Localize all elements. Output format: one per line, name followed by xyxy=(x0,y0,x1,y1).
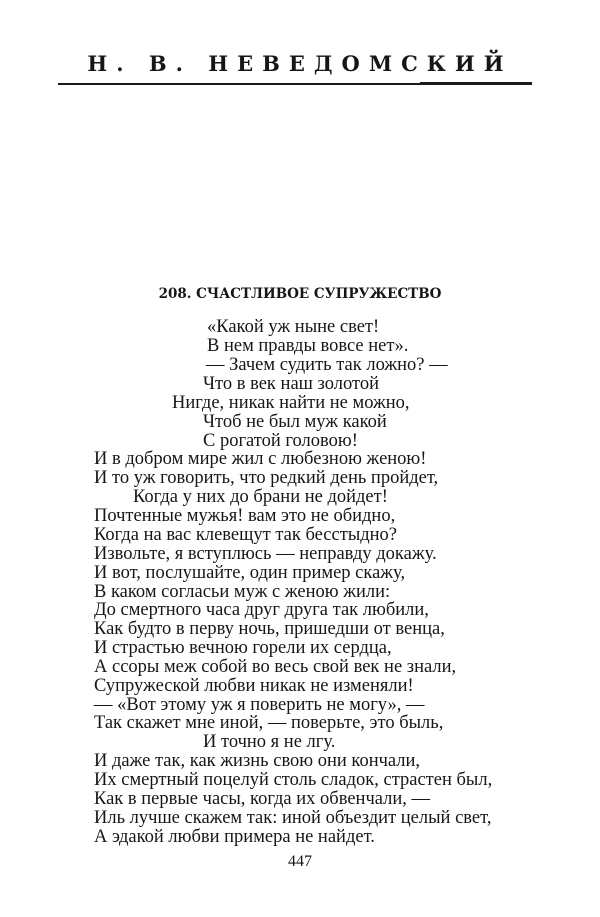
poem-line: Супружеской любви никак не изменяли! xyxy=(94,676,414,696)
poem-line: Так скажет мне иной, — поверьте, это быль, xyxy=(94,713,444,733)
poem-line: Извольте, я вступлюсь — неправду докажу. xyxy=(94,544,437,564)
running-head: Н. В. НЕВЕДОМСКИЙ xyxy=(87,51,513,76)
poem-line: Когда у них до брани не дойдет! xyxy=(133,487,388,507)
poem-line: До смертного часа друг друга так любили, xyxy=(94,600,429,620)
poem-line: И страстью вечною горели их сердца, xyxy=(94,638,392,658)
poem-line: В каком согласьи муж с женою жили: xyxy=(94,582,391,602)
poem-line: Их смертный поцелуй столь сладок, страстен был, xyxy=(94,770,493,790)
poem-line: — «Вот этому уж я поверить не могу», — xyxy=(94,695,425,715)
poem-line: Нигде, никак найти не можно, xyxy=(172,393,410,413)
poem-line: А ссоры меж собой во весь свой век не знали, xyxy=(94,657,457,677)
poem-line: С рогатой головою! xyxy=(203,431,358,451)
poem-line: Чтоб не был муж какой xyxy=(203,412,387,432)
poem-line: И точно я не лгу. xyxy=(203,732,336,752)
poem-line: Что в век наш золотой xyxy=(203,374,379,394)
poem-line: И вот, послушайте, один пример скажу, xyxy=(94,563,406,583)
poem-line: Иль лучше скажем так: иной объездит целый свет, xyxy=(94,808,492,828)
poem-line: В нем правды вовсе нет». xyxy=(207,336,409,356)
poem-line: Когда на вас клевещут так бесстыдно? xyxy=(94,525,398,545)
poem-line: А эдакой любви примера не найдет. xyxy=(94,827,375,847)
poem-line: Как в первые часы, когда их обвенчали, — xyxy=(94,789,430,809)
poem-line: И даже так, как жизнь свою они кончали, xyxy=(94,751,421,771)
header-rule-thick-end xyxy=(420,82,532,85)
page-number: 447 xyxy=(288,853,312,870)
poem-line: И в добром мире жил с любезною женою! xyxy=(94,449,427,469)
poem-title: 208. СЧАСТЛИВОЕ СУПРУЖЕСТВО xyxy=(158,286,442,302)
poem-line: И то уж говорить, что редкий день пройдет, xyxy=(94,468,439,488)
poem-line: Как будто в перву ночь, пришедши от венца, xyxy=(94,619,445,639)
poem-line: «Какой уж ныне свет! xyxy=(207,317,380,337)
poem-line: — Зачем судить так ложно? — xyxy=(206,355,448,375)
poem-line: Почтенные мужья! вам это не обидно, xyxy=(94,506,396,526)
